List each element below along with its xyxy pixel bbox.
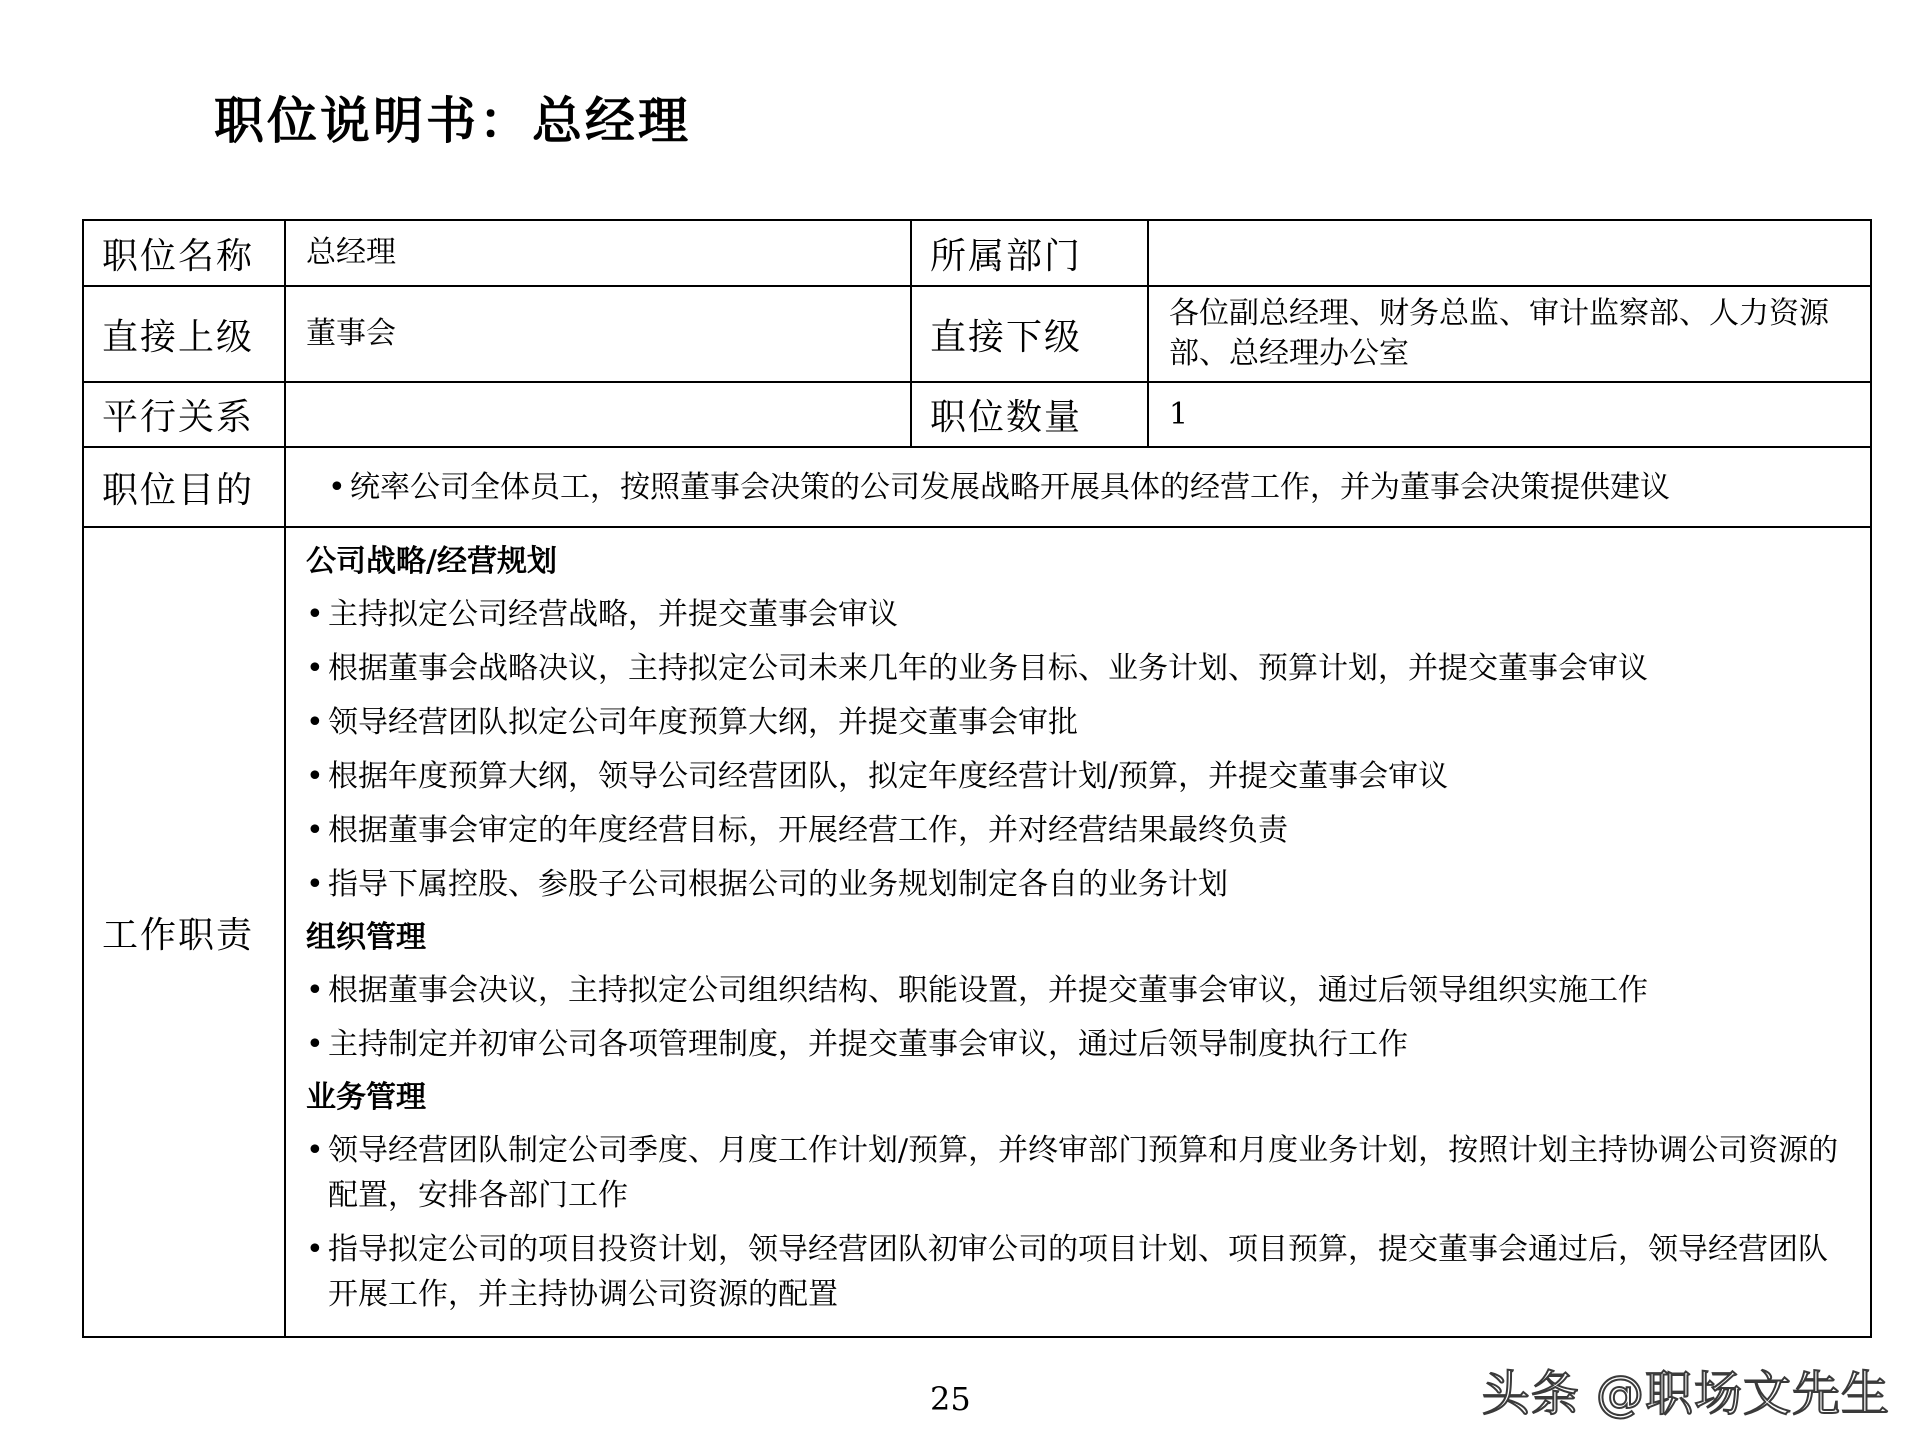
superior-value: 董事会: [285, 286, 911, 382]
list-item: • 主持制定并初审公司各项管理制度，并提交董事会审议，通过后领导制度执行工作: [306, 1022, 1852, 1067]
position-name-value: 总经理: [285, 220, 911, 286]
table-row: [83, 382, 1871, 447]
duties-cell: [285, 527, 1871, 1337]
table-row: [83, 286, 1871, 382]
table-row: [83, 527, 1871, 1337]
list-item: • 领导经营团队拟定公司年度预算大纲，并提交董事会审批: [306, 700, 1852, 745]
list-item: • 根据董事会审定的年度经营目标，开展经营工作，并对经营结果最终负责: [306, 808, 1852, 853]
table-row: [83, 447, 1871, 527]
headcount-label: 职位数量: [911, 382, 1148, 447]
headcount-value: 1: [1148, 382, 1871, 447]
list-item: • 主持拟定公司经营战略，并提交董事会审议: [306, 592, 1852, 637]
page-number: 25: [930, 1380, 971, 1418]
job-description-table: [82, 219, 1872, 1338]
department-label: 所属部门: [911, 220, 1148, 286]
subordinate-label: 直接下级: [911, 286, 1148, 382]
peer-label: 平行关系: [83, 382, 285, 447]
list-item: • 根据董事会战略决议，主持拟定公司未来几年的业务目标、业务计划、预算计划，并提交董事会审议: [306, 646, 1852, 691]
watermark: 头条 @职场文先生: [1481, 1366, 1890, 1422]
purpose-label: 职位目的: [83, 447, 285, 527]
duty-section: [306, 540, 1852, 907]
list-item: • 根据年度预算大纲，领导公司经营团队，拟定年度经营计划/预算，并提交董事会审议: [306, 754, 1852, 799]
list-item: • 根据董事会决议，主持拟定公司组织结构、职能设置，并提交董事会审议，通过后领导组织实施工作: [306, 968, 1852, 1013]
duty-section: [306, 916, 1852, 1067]
duty-section: [306, 1076, 1852, 1317]
list-item: • 指导拟定公司的项目投资计划，领导经营团队初审公司的项目计划、项目预算，提交董事会通过后，领导经营团队开展工作，并主持协调公司资源的配置: [306, 1227, 1852, 1317]
department-value: [1148, 220, 1871, 286]
duties-label: 工作职责: [83, 527, 285, 1337]
position-name-label: 职位名称: [83, 220, 285, 286]
page-title: 职位说明书：总经理: [214, 92, 691, 150]
peer-value: [285, 382, 911, 447]
purpose-value: • 统率公司全体员工，按照董事会决策的公司发展战略开展具体的经营工作，并为董事会决策提供建议: [306, 470, 1670, 505]
subordinate-value: 各位副总经理、财务总监、审计监察部、人力资源部、总经理办公室: [1148, 286, 1871, 382]
table-row: [83, 220, 1871, 286]
section-heading: 公司战略/经营规划: [306, 544, 557, 579]
superior-label: 直接上级: [83, 286, 285, 382]
list-item: • 指导下属控股、参股子公司根据公司的业务规划制定各自的业务计划: [306, 862, 1852, 907]
section-heading: 组织管理: [306, 920, 426, 955]
list-item: • 领导经营团队制定公司季度、月度工作计划/预算，并终审部门预算和月度业务计划，按照计划主持协调公司资源的配置，安排各部门工作: [306, 1128, 1852, 1218]
purpose-cell: [285, 447, 1871, 527]
section-heading: 业务管理: [306, 1080, 426, 1115]
